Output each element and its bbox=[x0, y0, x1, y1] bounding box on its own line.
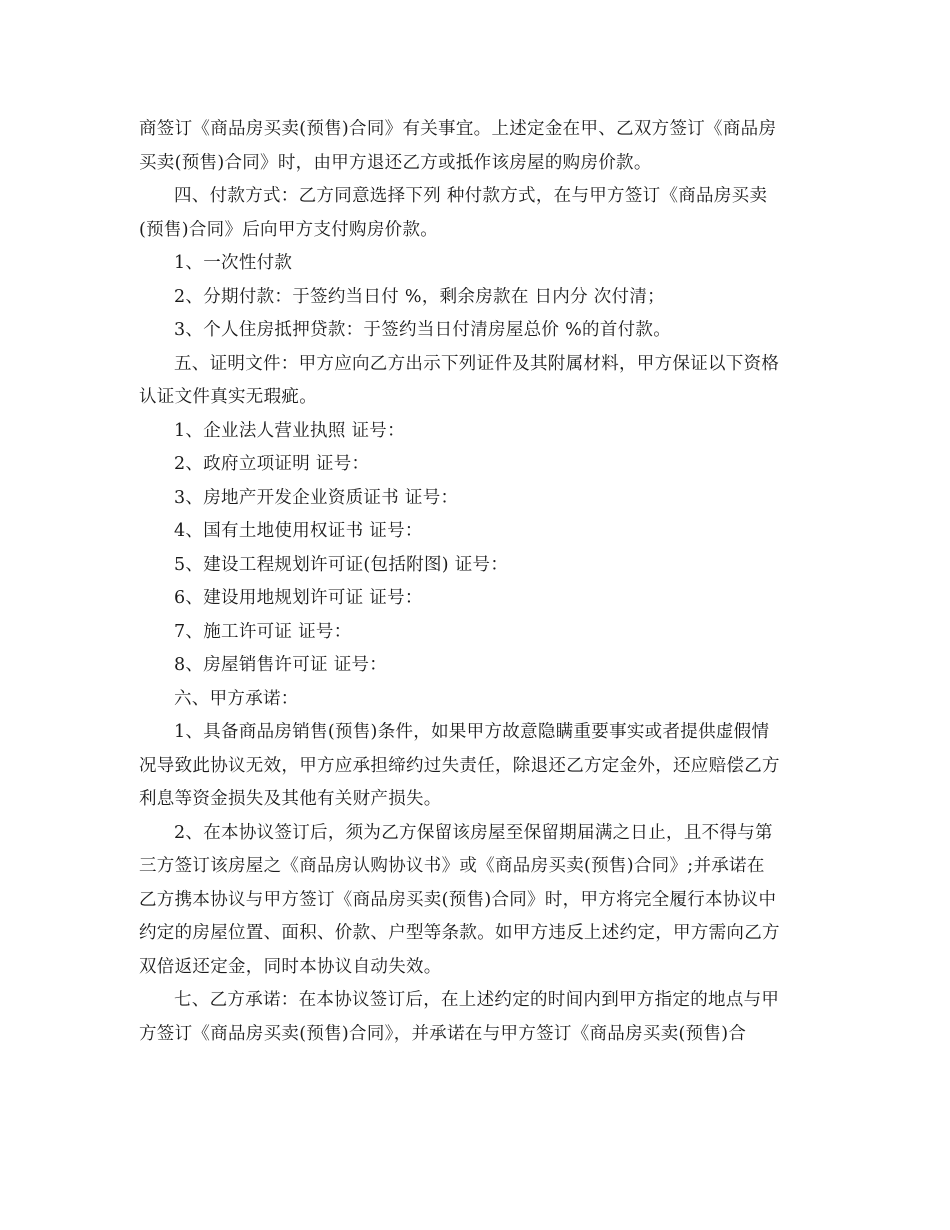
document-body bbox=[139, 113, 819, 1051]
text-line: 1、企业法人营业执照 证号： bbox=[174, 420, 405, 441]
text-line: 方签订《商品房买卖(预售)合同》，并承诺在与甲方签订《商品房买卖(预售)合 bbox=[139, 1023, 747, 1044]
text-line: 四、付款方式：乙方同意选择下列 种付款方式，在与甲方签订《商品房买卖 bbox=[174, 186, 768, 206]
text-line: 7、施工许可证 证号： bbox=[174, 621, 352, 642]
text-line: 双倍返还定金，同时本协议自动失效。 bbox=[139, 956, 442, 977]
text-line: 2、分期付款：于签约当日付 %，剩余房款在 日内分 次付清； bbox=[174, 286, 665, 307]
text-line: 5、建设工程规划许可证(包括附图) 证号： bbox=[174, 554, 509, 575]
text-line: 约定的房屋位置、面积、价款、户型等条款。如甲方违反上述约定，甲方需向乙方 bbox=[139, 923, 780, 943]
text-line: 认证文件真实无瑕疵。 bbox=[139, 387, 317, 407]
text-line: 3、房地产开发企业资质证书 证号： bbox=[174, 487, 459, 508]
text-line: 五、证明文件：甲方应向乙方出示下列证件及其附属材料，甲方保证以下资格 bbox=[174, 353, 780, 374]
text-line: 乙方携本协议与甲方签订《商品房买卖(预售)合同》时，甲方将完全履行本协议中 bbox=[139, 889, 777, 910]
text-line: 6、建设用地规划许可证 证号： bbox=[174, 588, 423, 608]
text-line: 1、具备商品房销售(预售)条件，如果甲方故意隐瞒重要事实或者提供虚假情 bbox=[174, 722, 770, 742]
text-line: 六、甲方承诺： bbox=[174, 688, 299, 709]
text-line: 况导致此协议无效，甲方应承担缔约过失责任，除退还乙方定金外，还应赔偿乙方 bbox=[139, 755, 780, 776]
text-line: (预售)合同》后向甲方支付购房价款。 bbox=[139, 219, 439, 240]
text-line: 3、个人住房抵押贷款：于签约当日付清房屋总价 %的首付款。 bbox=[174, 320, 672, 340]
text-line: 2、在本协议签订后，须为乙方保留该房屋至保留期届满之日止，且不得与第 bbox=[174, 822, 773, 843]
text-line: 4、国有土地使用权证书 证号： bbox=[174, 521, 423, 541]
text-line: 8、房屋销售许可证 证号： bbox=[174, 655, 388, 675]
text-line: 1、一次性付款 bbox=[174, 253, 293, 273]
text-line: 商签订《商品房买卖(预售)合同》有关事宜。上述定金在甲、乙双方签订《商品房 bbox=[139, 119, 777, 139]
text-line: 七、乙方承诺：在本协议签订后，在上述约定的时间内到甲方指定的地点与甲 bbox=[174, 990, 780, 1010]
text-line: 2、政府立项证明 证号： bbox=[174, 454, 370, 474]
text-line: 买卖(预售)合同》时，由甲方退还乙方或抵作该房屋的购房价款。 bbox=[139, 152, 652, 173]
text-line: 利息等资金损失及其他有关财产损失。 bbox=[139, 789, 442, 809]
text-line: 三方签订该房屋之《商品房认购协议书》或《商品房买卖(预售)合同》;并承诺在 bbox=[139, 856, 765, 876]
